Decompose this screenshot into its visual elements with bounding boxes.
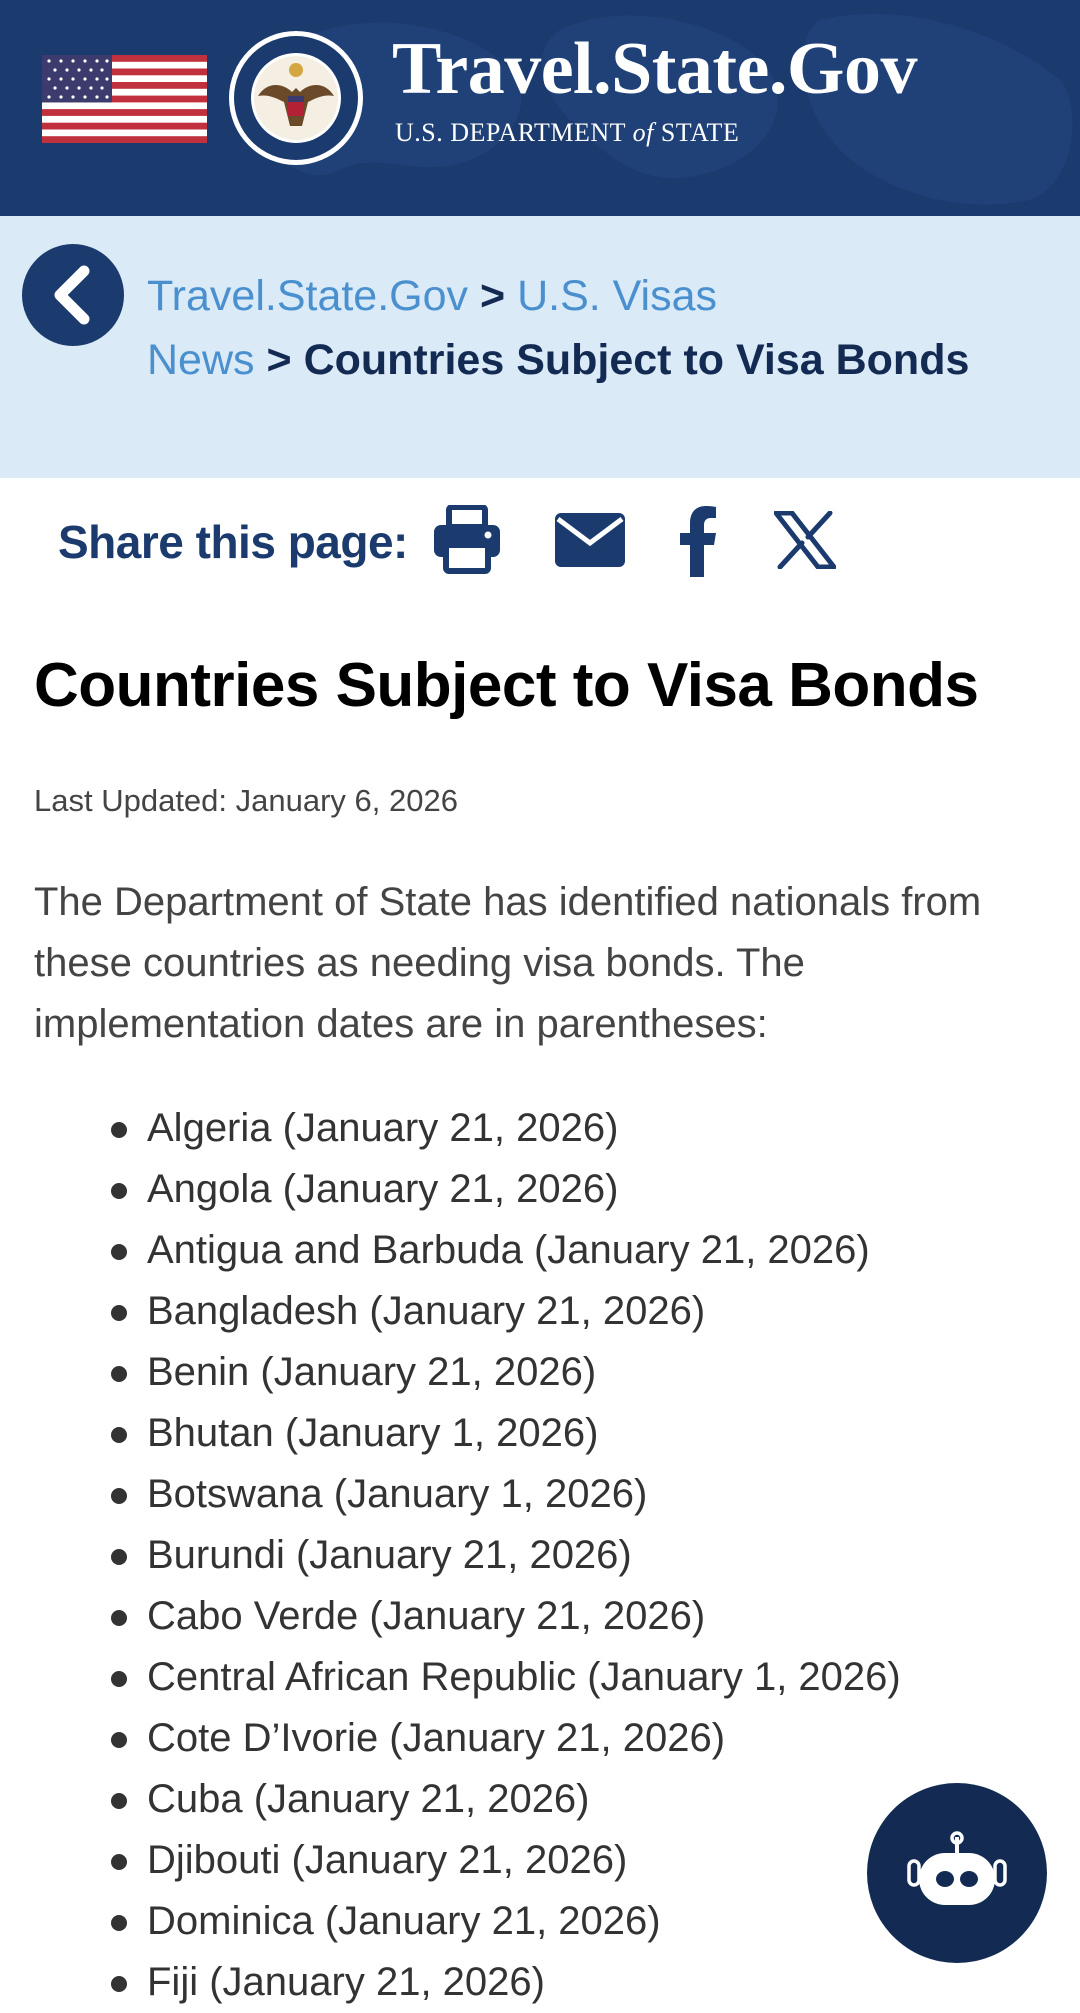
breadcrumb-current: Countries Subject to Visa Bonds bbox=[303, 336, 970, 384]
intro-paragraph: The Department of State has identified nationals from these countries as needing visa bonds. The implementation dates are in parentheses: bbox=[34, 880, 982, 1046]
email-icon[interactable] bbox=[555, 513, 625, 567]
subtitle-post: STATE bbox=[660, 118, 740, 147]
chevron-left-icon bbox=[48, 265, 98, 325]
list-item: Botswana (January 1, 2026) bbox=[147, 1464, 901, 1525]
list-item: Algeria (January 21, 2026) bbox=[147, 1098, 901, 1159]
breadcrumb-link-news[interactable]: News bbox=[147, 336, 255, 384]
country-list bbox=[147, 1098, 901, 2013]
site-title[interactable]: Travel.State.Gov bbox=[392, 28, 917, 110]
breadcrumb-link-us-visas[interactable]: U.S. Visas bbox=[517, 272, 718, 320]
list-item: Fiji (January 21, 2026) bbox=[147, 1952, 901, 2013]
list-item: Antigua and Barbuda (January 21, 2026) bbox=[147, 1220, 901, 1281]
breadcrumb bbox=[147, 264, 1047, 392]
print-icon[interactable] bbox=[432, 505, 502, 575]
site-subtitle bbox=[395, 118, 739, 148]
department-seal-icon bbox=[228, 30, 364, 166]
site-header bbox=[0, 0, 1080, 216]
us-flag-icon bbox=[42, 55, 207, 143]
back-button[interactable] bbox=[22, 244, 124, 346]
list-item: Burundi (January 21, 2026) bbox=[147, 1525, 901, 1586]
chatbot-icon bbox=[895, 1831, 1019, 1915]
list-item: Bangladesh (January 21, 2026) bbox=[147, 1281, 901, 1342]
subtitle-of: of bbox=[632, 118, 654, 147]
list-item: Cabo Verde (January 21, 2026) bbox=[147, 1586, 901, 1647]
list-item: Cuba (January 21, 2026) bbox=[147, 1769, 901, 1830]
list-item: Djibouti (January 21, 2026) bbox=[147, 1830, 901, 1891]
facebook-icon[interactable] bbox=[678, 505, 718, 577]
list-item: Cote D’Ivorie (January 21, 2026) bbox=[147, 1708, 901, 1769]
breadcrumb-separator: > bbox=[266, 336, 292, 384]
list-item: Bhutan (January 1, 2026) bbox=[147, 1403, 901, 1464]
breadcrumb-link-home[interactable]: Travel.State.Gov bbox=[147, 272, 469, 320]
list-item: Central African Republic (January 1, 2026) bbox=[147, 1647, 901, 1708]
page-title: Countries Subject to Visa Bonds bbox=[34, 651, 979, 720]
share-label: Share this page: bbox=[58, 516, 408, 568]
list-item: Dominica (January 21, 2026) bbox=[147, 1891, 901, 1952]
breadcrumb-separator: > bbox=[479, 272, 506, 320]
chatbot-button[interactable] bbox=[867, 1783, 1047, 1963]
subtitle-pre: U.S. DEPARTMENT bbox=[395, 118, 626, 147]
x-icon[interactable] bbox=[774, 511, 836, 569]
list-item: Angola (January 21, 2026) bbox=[147, 1159, 901, 1220]
last-updated: Last Updated: January 6, 2026 bbox=[34, 783, 458, 818]
list-item: Benin (January 21, 2026) bbox=[147, 1342, 901, 1403]
